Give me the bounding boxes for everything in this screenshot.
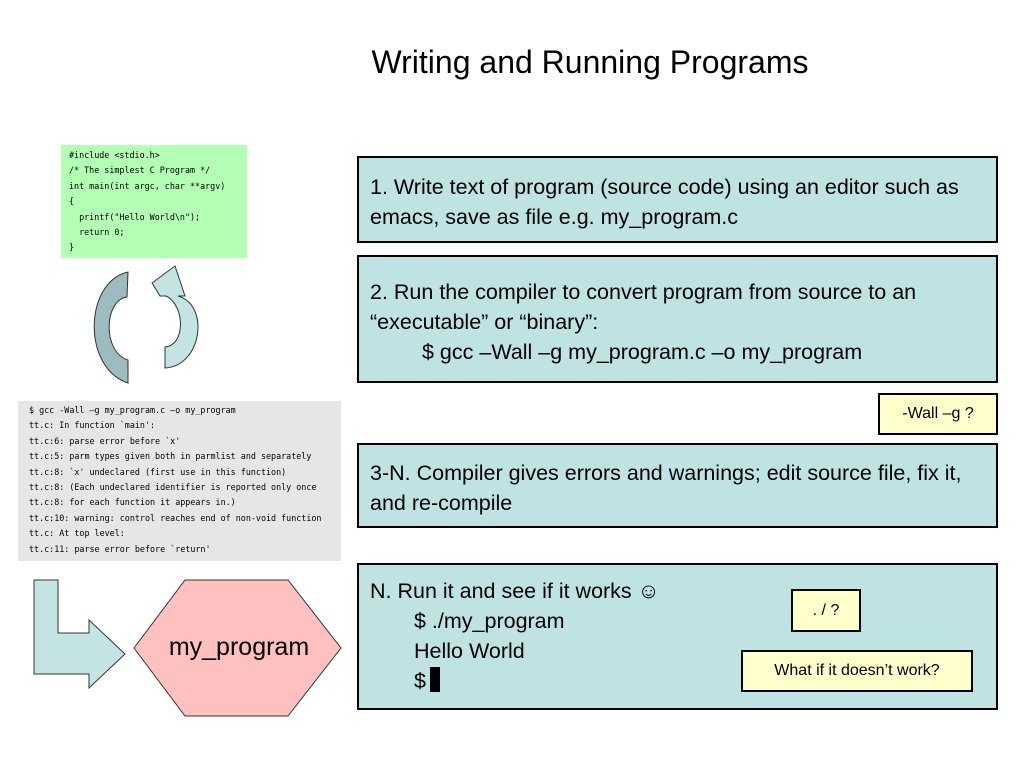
cycle-arrows-icon — [94, 266, 198, 383]
note-dot-slash: . / ? — [791, 589, 861, 632]
output-line: tt.c:6: parse error before `x' — [29, 435, 181, 446]
step-compile — [357, 255, 998, 383]
code-line: } — [69, 242, 75, 253]
cycle-arrow-right — [152, 266, 198, 368]
code-line: { — [69, 196, 75, 207]
step2-text: 2. Run the compiler to convert program from source to an “executable” or “binary”: — [370, 280, 917, 334]
program-label: my_program — [168, 633, 310, 661]
code-line: #include <stdio.h> — [69, 150, 160, 160]
output-line: tt.c: In function `main': — [29, 420, 156, 431]
output-line: tt.c:5: parm types given both in parmlist and separately — [29, 451, 312, 462]
output-line: $ gcc -Wall –g my_program.c –o my_program — [29, 405, 236, 415]
step4-command: $ ./my_program — [414, 609, 565, 633]
output-line: tt.c:8: for each function it appears in.) — [29, 497, 236, 508]
output-line: tt.c:8: (Each undeclared identifier is reported only once — [29, 482, 317, 493]
step-write-source — [357, 156, 998, 243]
step-fix-errors — [357, 443, 998, 528]
output-line: tt.c:10: warning: control reaches end of non-void function — [29, 512, 322, 523]
step1-text: 1. Write text of program (source code) using an editor such as emacs, save as file e.g. my_program.c — [370, 175, 959, 229]
code-line: printf("Hello World\n"); — [69, 211, 201, 222]
code-line: return 0; — [69, 227, 125, 238]
code-line: int main(int argc, char **argv) — [69, 180, 226, 191]
terminal-cursor — [430, 667, 440, 692]
l-arrow-icon — [34, 580, 125, 688]
output-line: tt.c:11: parse error before `return' — [29, 543, 211, 554]
step4-prompt: $ — [414, 669, 426, 693]
code-line: /* The simplest C Program */ — [69, 165, 211, 176]
slide-title: Writing and Running Programs — [371, 44, 809, 80]
step4-output: Hello World — [414, 639, 525, 663]
step2-command: $ gcc –Wall –g my_program.c –o my_program — [422, 340, 863, 364]
step3-text: 3-N. Compiler gives errors and warnings; edit source file, fix it, and re-compile — [370, 461, 962, 515]
output-line: tt.c: At top level: — [29, 528, 125, 539]
cycle-arrow-left — [94, 272, 128, 383]
step4-text: N. Run it and see if it works ☺ — [370, 579, 660, 603]
note-wall-g: -Wall –g ? — [878, 393, 998, 435]
note-doesnt-work: What if it doesn’t work? — [741, 650, 973, 692]
output-line: tt.c:8: `x' undeclared (first use in this function) — [29, 466, 287, 477]
